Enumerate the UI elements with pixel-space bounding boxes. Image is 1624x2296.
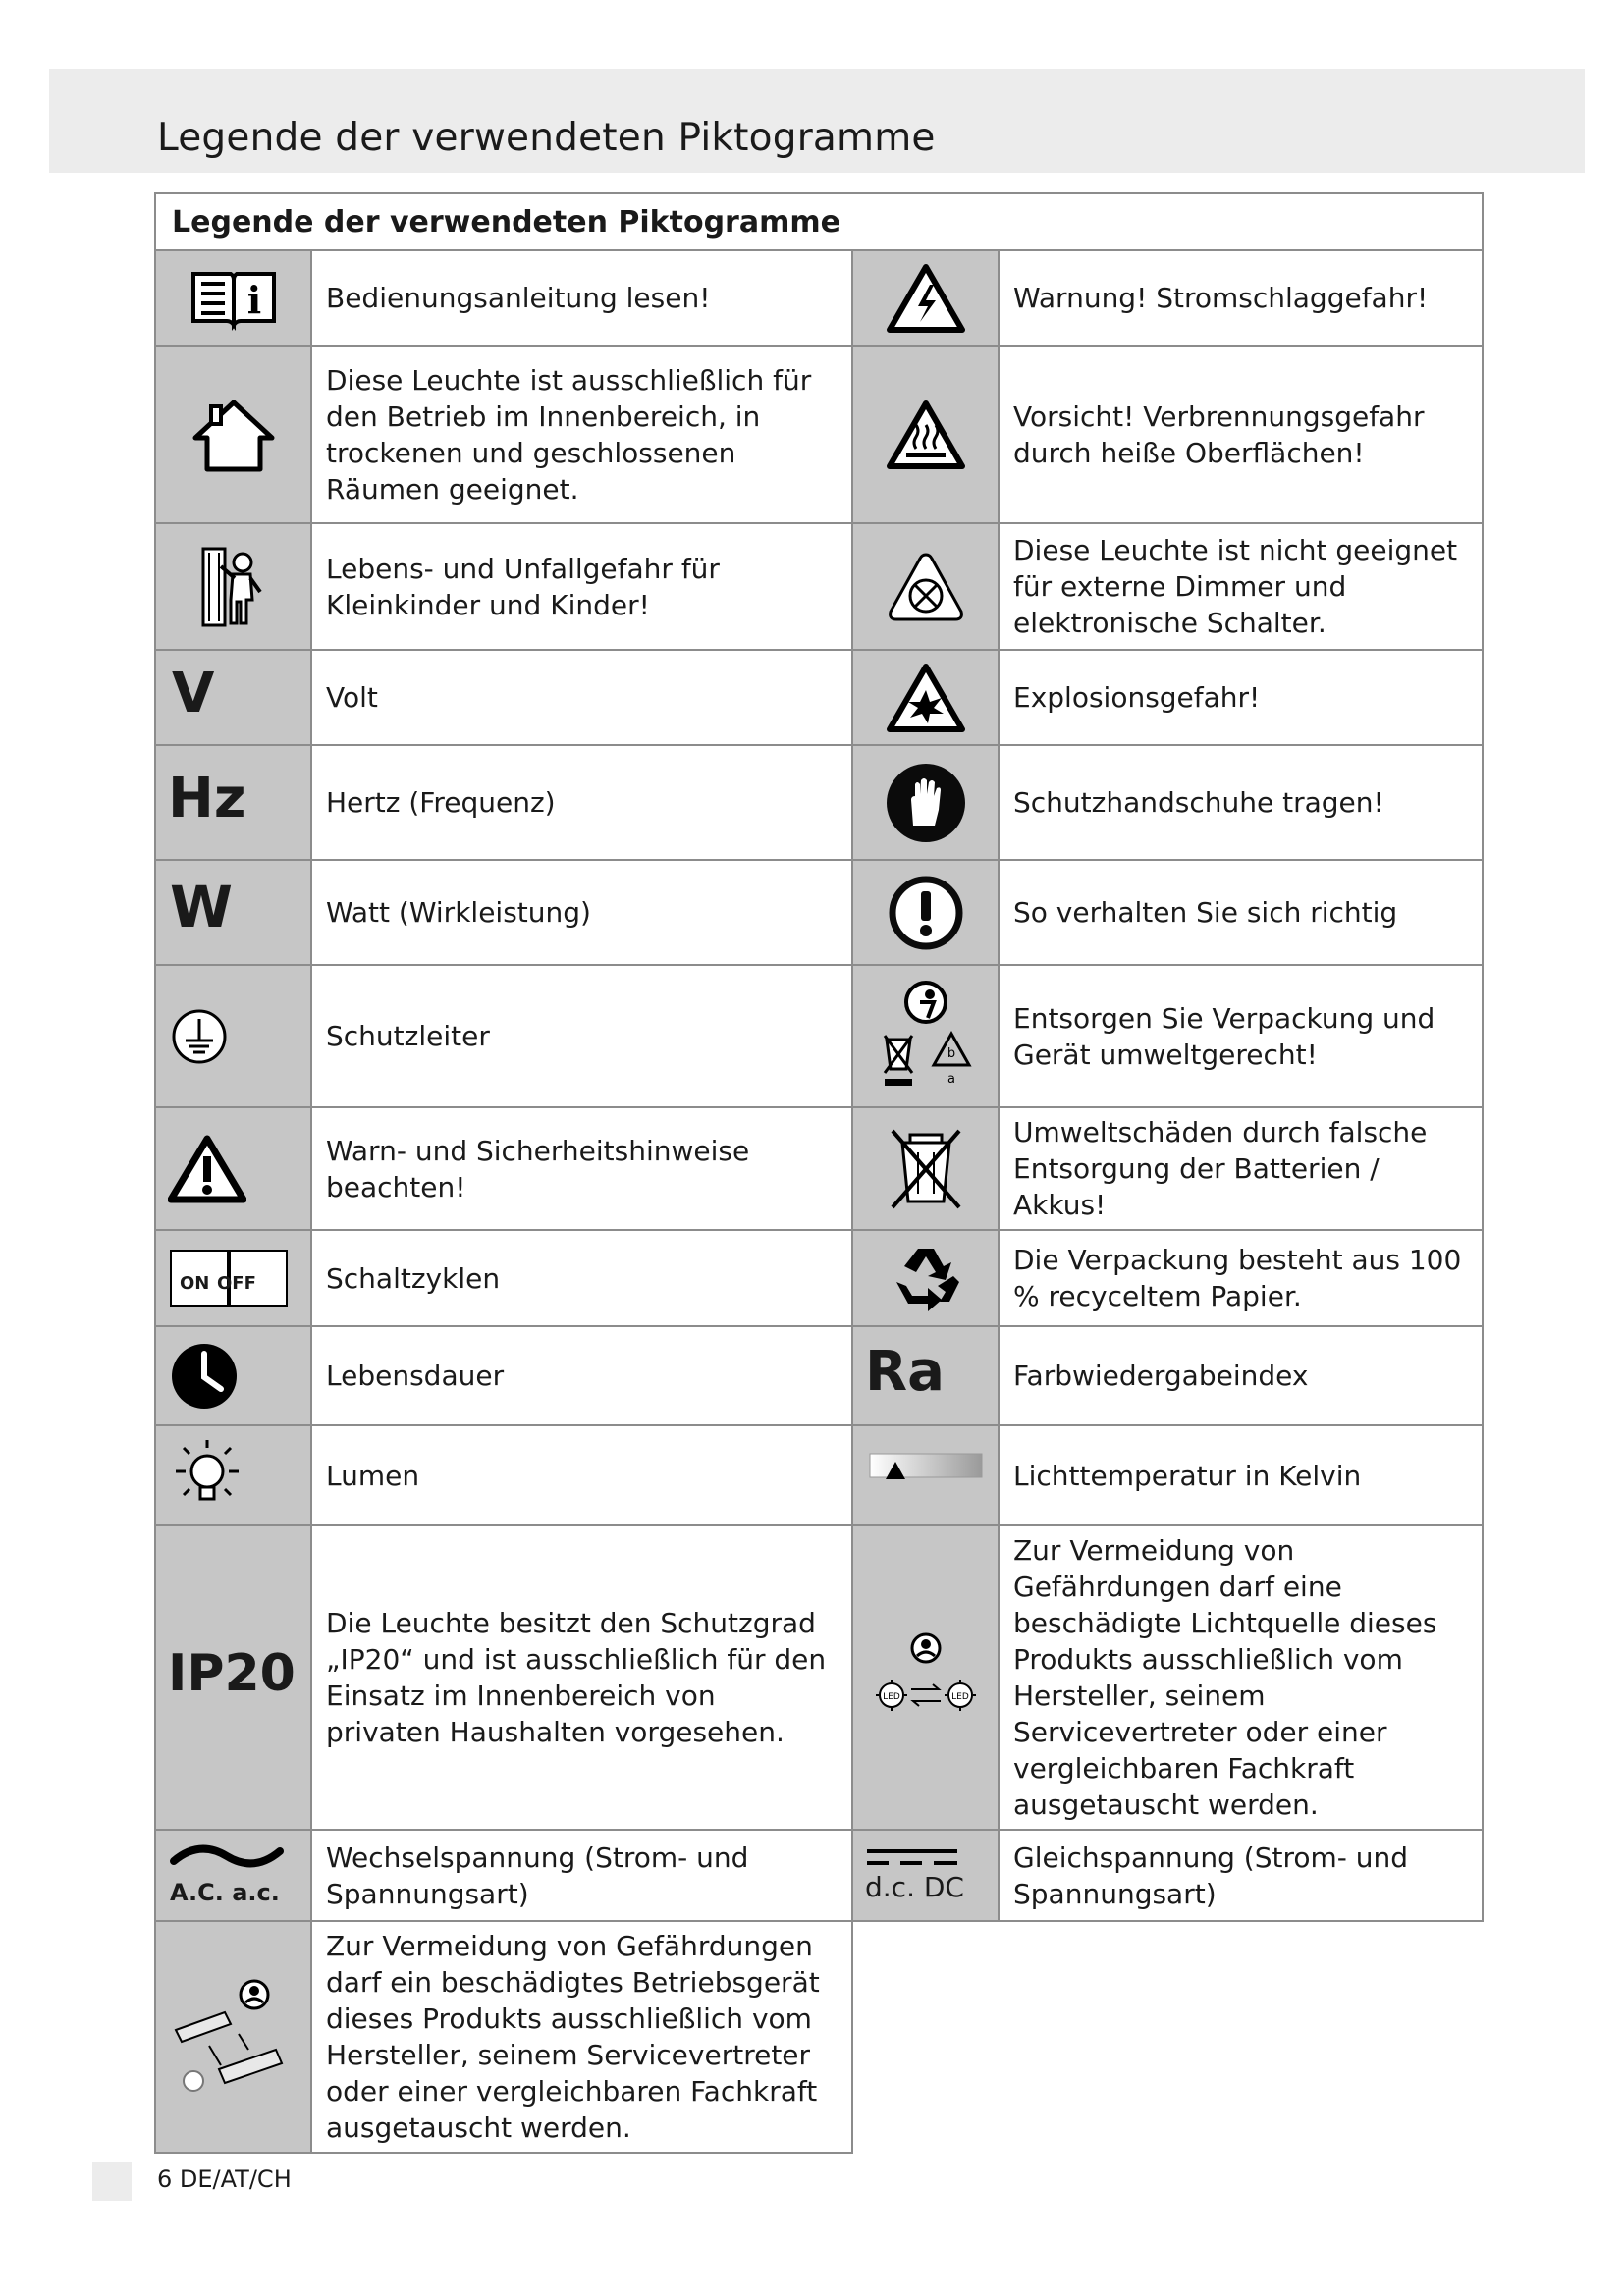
legend-row: [155, 1107, 1483, 1230]
dc-symbol: d.c. DC: [852, 1830, 999, 1921]
no-dimmer-icon: [852, 523, 999, 650]
recycling-label-a: a: [947, 1071, 955, 1087]
legend-text-right: Explosionsgefahr!: [999, 650, 1483, 745]
legend-text-left: Diese Leuchte ist ausschließlich für den Betrieb im Innenbereich, in trockenen und geschlossenen Räumen geeignet.: [311, 346, 852, 523]
legend-text-right: Lichttemperatur in Kelvin: [999, 1425, 1483, 1525]
electric-shock-warning-icon: [852, 250, 999, 346]
legend-row: [155, 1525, 1483, 1830]
legend-text-right: Die Verpackung besteht aus 100 % recyceltem Papier.: [999, 1230, 1483, 1326]
gloves-icon: [852, 745, 999, 860]
clock-icon: [155, 1326, 311, 1425]
driver-replacement-icon: [155, 1921, 311, 2153]
ac-symbol: A.C. a.c.: [155, 1830, 311, 1921]
legend-row: [155, 1921, 1483, 2153]
legend-text-right: Vorsicht! Verbrennungsgefahr durch heiße Oberflächen!: [999, 346, 1483, 523]
legend-row: [155, 250, 1483, 346]
pictogram-legend-table: [154, 192, 1484, 2154]
legend-row: [155, 1230, 1483, 1326]
recycling-label-b: b: [947, 1045, 955, 1061]
legend-text-right: Diese Leuchte ist nicht geeignet für externe Dimmer und elektronische Schalter.: [999, 523, 1483, 650]
on-label: ON: [180, 1273, 210, 1294]
hertz-symbol: Hz: [155, 745, 311, 860]
color-temperature-icon: [852, 1425, 999, 1525]
footer-box: [92, 2162, 132, 2201]
legend-text-right: Farbwiedergabeindex: [999, 1326, 1483, 1425]
manual-info-icon: [155, 250, 311, 346]
on-off-icon: [155, 1230, 311, 1326]
legend-row: [155, 860, 1483, 965]
legend-text-left: Bedienungsanleitung lesen!: [311, 250, 852, 346]
legend-text-left: Zur Vermeidung von Gefährdungen darf ein beschädigtes Betriebsgerät dieses Produkts ausschließlich vom Hersteller, seinem Servicevertreter oder einer vergleichbaren Fachkraft ausgetauscht werden.: [311, 1921, 852, 2153]
legend-text-left: Lumen: [311, 1425, 852, 1525]
led-label-right: LED: [950, 1692, 969, 1702]
exclamation-circle-icon: [852, 860, 999, 965]
legend-text-left: Watt (Wirkleistung): [311, 860, 852, 965]
legend-caption: Legende der verwendeten Piktogramme: [155, 193, 1483, 250]
child-hazard-icon: [155, 523, 311, 650]
legend-row: [155, 523, 1483, 650]
house-icon: [155, 346, 311, 523]
legend-text-right: Entsorgen Sie Verpackung und Gerät umweltgerecht!: [999, 965, 1483, 1107]
bulb-icon: [155, 1425, 311, 1525]
legend-text-right: Zur Vermeidung von Gefährdungen darf eine beschädigte Lichtquelle dieses Produkts ausschließlich vom Hersteller, seinem Servicevertreter oder einer vergleichbaren Fachkraft ausgetauscht werden.: [999, 1525, 1483, 1830]
legend-row: [155, 346, 1483, 523]
legend-text-right: Schutzhandschuhe tragen!: [999, 745, 1483, 860]
empty-area: [852, 1921, 1483, 2153]
svg-text:i: i: [246, 277, 261, 322]
legend-text-left: Volt: [311, 650, 852, 745]
crossed-bin-icon: [852, 1107, 999, 1230]
page-title: Legende der verwendeten Piktogramme: [157, 116, 936, 160]
ip20-symbol: IP20: [155, 1525, 311, 1830]
protective-earth-icon: [155, 965, 311, 1107]
off-label: OFF: [217, 1273, 256, 1294]
legend-text-right: Warnung! Stromschlaggefahr!: [999, 250, 1483, 346]
ra-symbol: Ra: [852, 1326, 999, 1425]
legend-row: [155, 1425, 1483, 1525]
led-label-left: LED: [882, 1692, 900, 1702]
hot-surface-warning-icon: [852, 346, 999, 523]
recycling-disposal-icon: [852, 965, 999, 1107]
watt-symbol: W: [155, 860, 311, 965]
legend-text-left: Lebens- und Unfallgefahr für Kleinkinder und Kinder!: [311, 523, 852, 650]
legend-row: [155, 965, 1483, 1107]
recycle-icon: [852, 1230, 999, 1326]
legend-text-left: Warn- und Sicherheitshinweise beachten!: [311, 1107, 852, 1230]
legend-row: [155, 1326, 1483, 1425]
warning-triangle-icon: [155, 1107, 311, 1230]
led-replacement-icon: [852, 1525, 999, 1830]
legend-row: [155, 650, 1483, 745]
explosion-warning-icon: [852, 650, 999, 745]
legend-text-right: Gleichspannung (Strom- und Spannungsart): [999, 1830, 1483, 1921]
legend-text-left: Schaltzyklen: [311, 1230, 852, 1326]
legend-row: [155, 1830, 1483, 1921]
legend-text-left: Die Leuchte besitzt den Schutzgrad „IP20“ und ist ausschließlich für den Einsatz im Innenbereich von privaten Haushalten vorgesehen.: [311, 1525, 852, 1830]
legend-text-left: Hertz (Frequenz): [311, 745, 852, 860]
legend-text-right: So verhalten Sie sich richtig: [999, 860, 1483, 965]
legend-text-right: Umweltschäden durch falsche Entsorgung der Batterien / Akkus!: [999, 1107, 1483, 1230]
legend-text-left: Lebensdauer: [311, 1326, 852, 1425]
page-number: 6 DE/AT/CH: [157, 2165, 292, 2193]
volt-symbol: V: [155, 650, 311, 745]
legend-row: [155, 745, 1483, 860]
legend-text-left: Schutzleiter: [311, 965, 852, 1107]
legend-text-left: Wechselspannung (Strom- und Spannungsart): [311, 1830, 852, 1921]
